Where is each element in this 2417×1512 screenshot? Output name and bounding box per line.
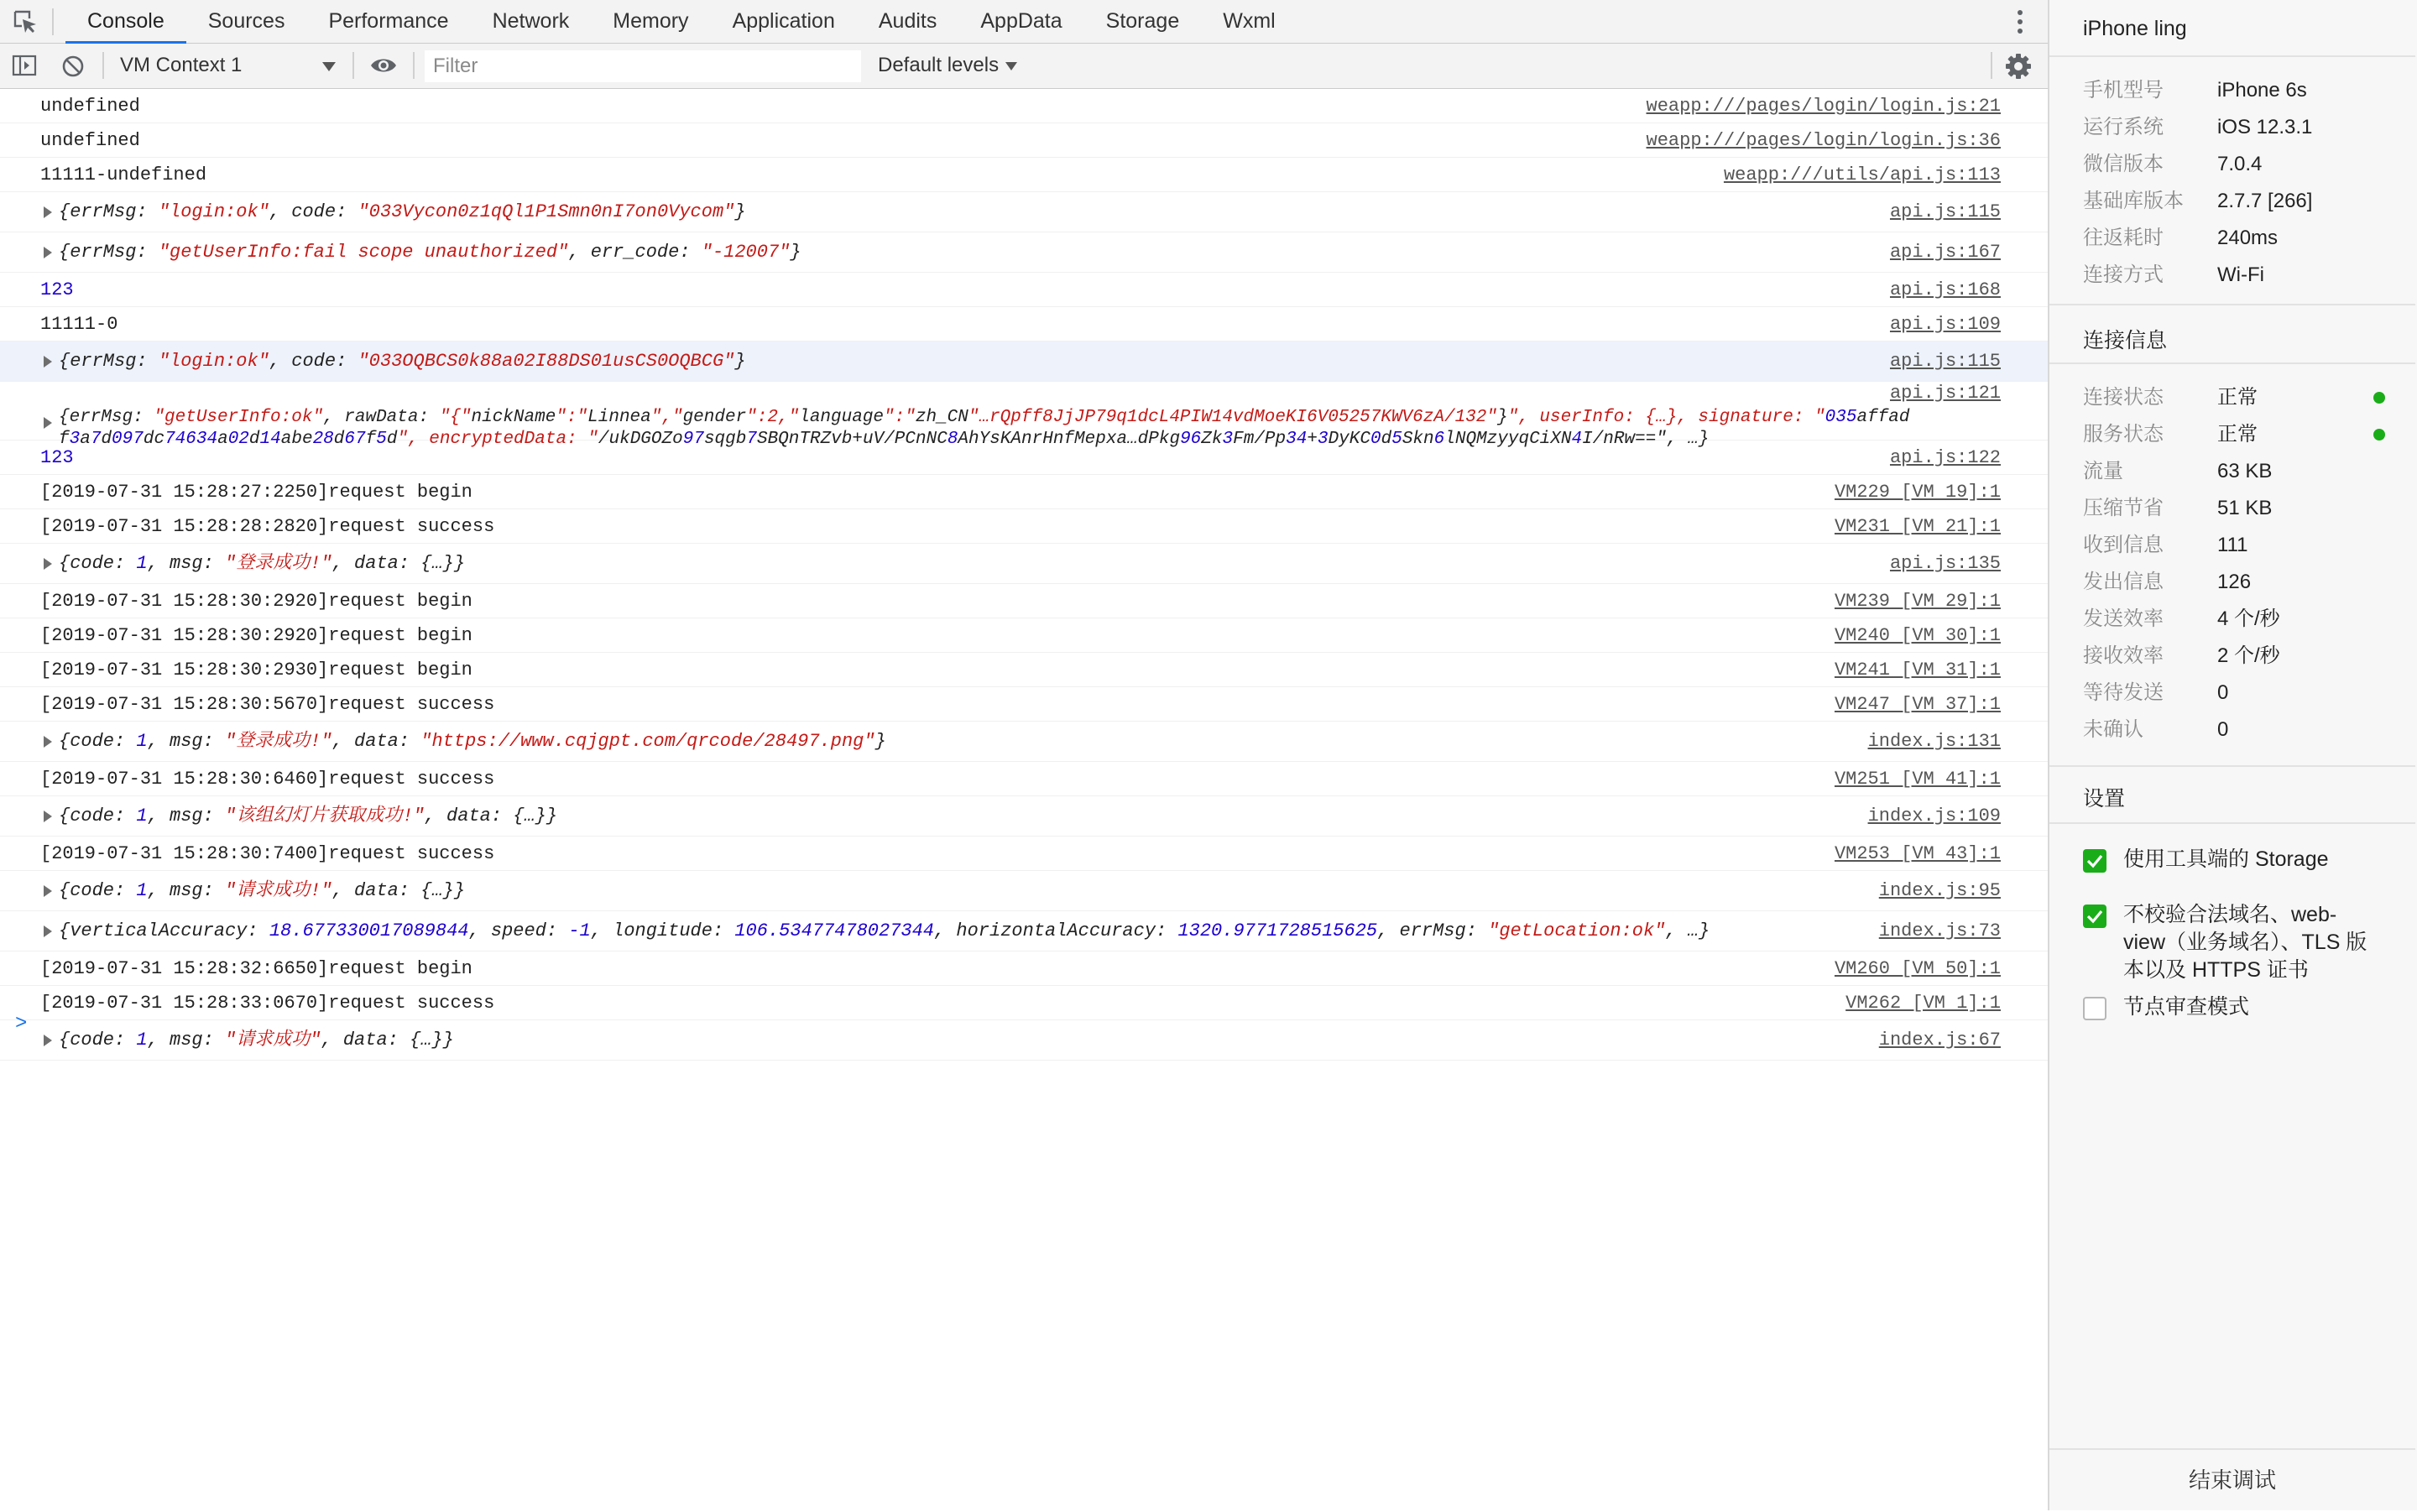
toolbar-divider — [102, 52, 104, 79]
console-object: {errMsg: "login:ok", code: "033OQBCS0k88a02I88DS01usCS0OQBCG"} — [59, 351, 746, 372]
source-link[interactable]: api.js:115 — [1889, 201, 2001, 222]
source-link[interactable]: weapp:///utils/api.js:113 — [1723, 164, 2001, 185]
console-message: undefined — [40, 96, 140, 117]
toolbar-divider — [1991, 52, 1992, 79]
panel-divider — [2049, 822, 2415, 824]
connection-title: 连接信息 — [2083, 329, 2168, 352]
setting-checkbox[interactable] — [2083, 849, 2106, 873]
source-link[interactable]: VM239 [VM 29]:1 — [1834, 591, 2001, 612]
console-message: [2019-07-31 15:28:30:2920]request begin — [40, 625, 472, 646]
source-link[interactable]: VM260 [VM 50]:1 — [1834, 958, 2001, 979]
setting-label[interactable]: 使用工具端的 Storage — [2123, 847, 2329, 871]
source-link[interactable]: api.js:135 — [1889, 553, 2001, 574]
tab-appdata[interactable]: AppData — [980, 9, 1062, 33]
console-object: {code: 1, msg: "登录成功!", data: "https://www.cqjgpt.com/qrcode/28497.png"} — [59, 731, 886, 752]
source-link[interactable]: api.js:168 — [1889, 279, 2001, 300]
info-label: 连接方式 — [2083, 263, 2164, 286]
source-link[interactable]: index.js:73 — [1878, 920, 2001, 941]
source-link[interactable]: api.js:115 — [1889, 351, 2001, 372]
console-log-row — [0, 687, 2048, 722]
tab-application[interactable]: Application — [732, 9, 835, 33]
console-output — [0, 89, 2048, 1061]
console-message: undefined — [40, 130, 140, 151]
console-message: [2019-07-31 15:28:30:6460]request success — [40, 769, 495, 790]
sidebar-toggle-icon[interactable] — [12, 54, 37, 77]
more-options-icon[interactable] — [2010, 7, 2030, 37]
info-row — [2083, 183, 2385, 220]
console-log-row — [0, 307, 2048, 342]
console-message: [2019-07-31 15:28:28:2820]request success — [40, 516, 495, 537]
gear-icon[interactable] — [2004, 52, 2033, 81]
source-link[interactable]: weapp:///pages/login/login.js:36 — [1646, 130, 2001, 151]
status-dot-icon — [2373, 392, 2385, 404]
info-value: 正常 — [2217, 386, 2258, 409]
source-link[interactable]: VM253 [VM 43]:1 — [1834, 843, 2001, 864]
console-object: {verticalAccuracy: 18.677330017089844, speed: -1, longitude: 106.53477478027344, horizontalAccuracy: 1320.9771728515625, errMsg: "getLocation:ok", …} — [59, 920, 1710, 941]
expand-triangle-icon[interactable] — [44, 356, 52, 368]
info-value: iOS 12.3.1 — [2217, 116, 2313, 138]
console-message: 123 — [40, 279, 74, 300]
tab-wxml[interactable]: Wxml — [1223, 9, 1276, 33]
console-object-row[interactable] — [0, 382, 2048, 449]
chevron-down-icon[interactable] — [1005, 62, 1017, 70]
info-label: 服务状态 — [2083, 423, 2164, 446]
console-message: [2019-07-31 15:28:27:2250]request begin — [40, 482, 472, 503]
info-row — [2083, 527, 2385, 564]
info-row — [2083, 675, 2385, 712]
info-value: 正常 — [2217, 423, 2258, 446]
source-link[interactable]: VM240 [VM 30]:1 — [1834, 625, 2001, 646]
console-message: [2019-07-31 15:28:30:7400]request success — [40, 843, 495, 864]
info-label: 发送效率 — [2083, 607, 2164, 630]
info-row — [2083, 601, 2385, 638]
console-message: 11111-0 — [40, 314, 118, 335]
info-label: 运行系统 — [2083, 116, 2164, 138]
info-label: 接收效率 — [2083, 644, 2164, 667]
tabs — [65, 0, 1297, 44]
info-label: 基础库版本 — [2083, 190, 2184, 212]
console-log-row — [0, 762, 2048, 796]
expand-triangle-icon[interactable] — [44, 206, 52, 218]
chevron-down-icon[interactable] — [322, 62, 336, 71]
console-log-row — [0, 509, 2048, 544]
console-object-row[interactable] — [0, 544, 2048, 584]
console-object: {code: 1, msg: "请求成功", data: {…}} — [59, 1030, 454, 1051]
device-title: iPhone ling — [2083, 17, 2187, 40]
inspect-element-icon[interactable] — [12, 8, 39, 35]
source-link[interactable]: api.js:122 — [1889, 447, 2001, 468]
console-object-row[interactable] — [0, 1020, 2048, 1061]
info-label: 收到信息 — [2083, 534, 2164, 556]
info-label: 流量 — [2083, 460, 2123, 482]
console-log-row — [0, 618, 2048, 653]
info-value: 7.0.4 — [2217, 153, 2263, 175]
panel-divider — [2049, 362, 2415, 364]
expand-triangle-icon[interactable] — [44, 417, 52, 429]
source-link[interactable]: index.js:67 — [1878, 1030, 2001, 1051]
source-link[interactable]: VM241 [VM 31]:1 — [1834, 660, 2001, 680]
info-row — [2083, 220, 2385, 257]
source-link[interactable]: api.js:121 — [1889, 383, 2001, 404]
console-log-row — [0, 952, 2048, 986]
info-value: 240ms — [2217, 227, 2279, 249]
tab-network[interactable]: Network — [492, 9, 570, 33]
console-log-row — [0, 123, 2048, 158]
source-link[interactable]: index.js:109 — [1867, 806, 2001, 826]
info-label: 往返耗时 — [2083, 227, 2164, 249]
info-value: Wi-Fi — [2217, 263, 2264, 286]
console-prompt[interactable]: > — [15, 1013, 28, 1035]
info-row — [2083, 638, 2385, 675]
info-label: 发出信息 — [2083, 571, 2164, 593]
console-object-row[interactable] — [0, 796, 2048, 837]
console-message: [2019-07-31 15:28:32:6650]request begin — [40, 958, 472, 979]
console-object-row[interactable] — [0, 722, 2048, 762]
console-object: {errMsg: "getUserInfo:ok", rawData: "{"nickName":"Linnea","gender":2,"language":"zh_CN"…rQpff8JjJP79q1dcL4PIW14vdMoeKI6V05257KWV6zA/132"}", userInfo: {…}, signature: "035affad f3a7d097dc74634a02d14abe28d67f5d", encryptedData: "/ukDGOZo97sqgb7SBQnTRZvb+uV/PCnNC8AhYsKAnrHnfMepxa…dPkg96Zk3Fm/Pp34+3DyKC0d5Skn6lNQMzyyqCiXN4I/nRw==", …} — [59, 408, 1910, 449]
source-link[interactable]: VM247 [VM 37]:1 — [1834, 694, 2001, 715]
source-link[interactable]: index.js:131 — [1867, 731, 2001, 752]
status-dot-icon — [2373, 429, 2385, 441]
tab-bar — [0, 0, 2048, 44]
expand-triangle-icon[interactable] — [44, 558, 52, 570]
source-link[interactable]: api.js:167 — [1889, 242, 2001, 263]
info-value: 111 — [2217, 534, 2248, 556]
toolbar-divider — [52, 8, 54, 35]
console-log-row — [0, 441, 2048, 475]
info-value: 0 — [2217, 718, 2229, 741]
end-debug-button[interactable]: 结束调试 — [2049, 1448, 2415, 1512]
info-row — [2083, 72, 2385, 109]
expand-triangle-icon[interactable] — [44, 736, 52, 748]
console-object: {errMsg: "login:ok", code: "033Vycon0z1qQl1P1Smn0nI7on0Vycom"} — [59, 201, 746, 222]
console-object: {code: 1, msg: "该组幻灯片获取成功!", data: {…}} — [59, 806, 558, 826]
info-value: 4 个/秒 — [2217, 607, 2280, 630]
info-value: 51 KB — [2217, 497, 2273, 519]
check-icon — [2083, 849, 2106, 873]
info-value: 63 KB — [2217, 460, 2273, 482]
info-row — [2083, 109, 2385, 146]
setting-label[interactable]: 不校验合法域名、web-view（业务域名）、TLS 版本以及 HTTPS 证书 — [2123, 903, 2367, 982]
console-object: {code: 1, msg: "请求成功!", data: {…}} — [59, 880, 466, 901]
console-message: 123 — [40, 447, 74, 468]
expand-triangle-icon[interactable] — [44, 925, 52, 937]
check-icon — [2083, 905, 2106, 928]
expand-triangle-icon[interactable] — [44, 885, 52, 897]
setting-checkbox[interactable] — [2083, 905, 2106, 928]
console-log-row — [0, 273, 2048, 307]
panel-divider — [2049, 765, 2415, 767]
info-row — [2083, 379, 2385, 416]
info-row — [2083, 490, 2385, 527]
source-link[interactable]: VM262 [VM 1]:1 — [1845, 993, 2001, 1014]
info-row — [2083, 146, 2385, 183]
tab-sources[interactable]: Sources — [207, 9, 285, 33]
console-log-row — [0, 584, 2048, 618]
source-link[interactable]: VM251 [VM 41]:1 — [1834, 769, 2001, 790]
console-object-row[interactable] — [0, 871, 2048, 911]
console-log-row — [0, 653, 2048, 687]
console-log-row — [0, 986, 2048, 1020]
setting-checkbox[interactable] — [2083, 997, 2106, 1020]
info-label: 未确认 — [2083, 718, 2143, 741]
filter-input[interactable] — [425, 50, 861, 82]
expand-triangle-icon[interactable] — [44, 247, 52, 258]
info-value: 2.7.7 [266] — [2217, 190, 2313, 212]
eye-icon[interactable] — [369, 54, 398, 77]
toolbar-divider — [413, 52, 415, 79]
device-panel — [2048, 0, 2417, 1510]
clear-console-icon[interactable] — [60, 54, 86, 79]
source-link[interactable]: index.js:95 — [1878, 880, 2001, 901]
info-row — [2083, 453, 2385, 490]
console-log-row — [0, 837, 2048, 871]
info-row — [2083, 416, 2385, 453]
info-row — [2083, 564, 2385, 601]
console-message: [2019-07-31 15:28:30:5670]request success — [40, 694, 495, 715]
source-link[interactable]: api.js:109 — [1889, 314, 2001, 335]
tab-performance[interactable]: Performance — [328, 9, 449, 33]
info-value: 2 个/秒 — [2217, 644, 2280, 667]
console-toolbar — [0, 44, 2048, 89]
tab-storage[interactable]: Storage — [1105, 9, 1180, 33]
info-value: iPhone 6s — [2217, 79, 2307, 102]
console-message: [2019-07-31 15:28:30:2930]request begin — [40, 660, 472, 680]
console-log-row — [0, 475, 2048, 509]
console-log-row — [0, 89, 2048, 123]
log-levels-dropdown[interactable]: Default levels — [878, 54, 1000, 76]
tab-console[interactable]: Console — [65, 0, 186, 44]
source-link[interactable]: weapp:///pages/login/login.js:21 — [1646, 96, 2001, 117]
info-label: 手机型号 — [2083, 79, 2164, 102]
tab-memory[interactable]: Memory — [613, 9, 689, 33]
context-selector[interactable]: VM Context 1 — [120, 54, 243, 76]
console-object: {errMsg: "getUserInfo:fail scope unauthorized", err_code: "-12007"} — [59, 242, 801, 263]
console-object-row[interactable] — [0, 192, 2048, 232]
source-link[interactable]: VM229 [VM 19]:1 — [1834, 482, 2001, 503]
info-value: 126 — [2217, 571, 2252, 593]
console-message: [2019-07-31 15:28:33:0670]request success — [40, 993, 495, 1014]
panel-divider — [2049, 304, 2415, 305]
console-object: {code: 1, msg: "登录成功!", data: {…}} — [59, 553, 466, 574]
info-label: 微信版本 — [2083, 153, 2164, 175]
info-value: 0 — [2217, 681, 2229, 704]
info-row — [2083, 712, 2385, 748]
info-label: 等待发送 — [2083, 681, 2164, 704]
toolbar-divider — [352, 52, 354, 79]
console-message: 11111-undefined — [40, 164, 207, 185]
console-object-row[interactable] — [0, 232, 2048, 273]
panel-divider — [2049, 55, 2415, 57]
setting-label[interactable]: 节点审查模式 — [2123, 995, 2250, 1019]
settings-title: 设置 — [2083, 787, 2126, 811]
info-label: 压缩节省 — [2083, 497, 2164, 519]
expand-triangle-icon[interactable] — [44, 1035, 52, 1046]
info-row — [2083, 257, 2385, 294]
console-object-row[interactable] — [0, 342, 2048, 382]
source-link[interactable]: VM231 [VM 21]:1 — [1834, 516, 2001, 537]
info-label: 连接状态 — [2083, 386, 2164, 409]
console-object-row[interactable] — [0, 911, 2048, 952]
expand-triangle-icon[interactable] — [44, 811, 52, 822]
console-message: [2019-07-31 15:28:30:2920]request begin — [40, 591, 472, 612]
tab-audits[interactable]: Audits — [878, 9, 937, 33]
console-log-row — [0, 158, 2048, 192]
